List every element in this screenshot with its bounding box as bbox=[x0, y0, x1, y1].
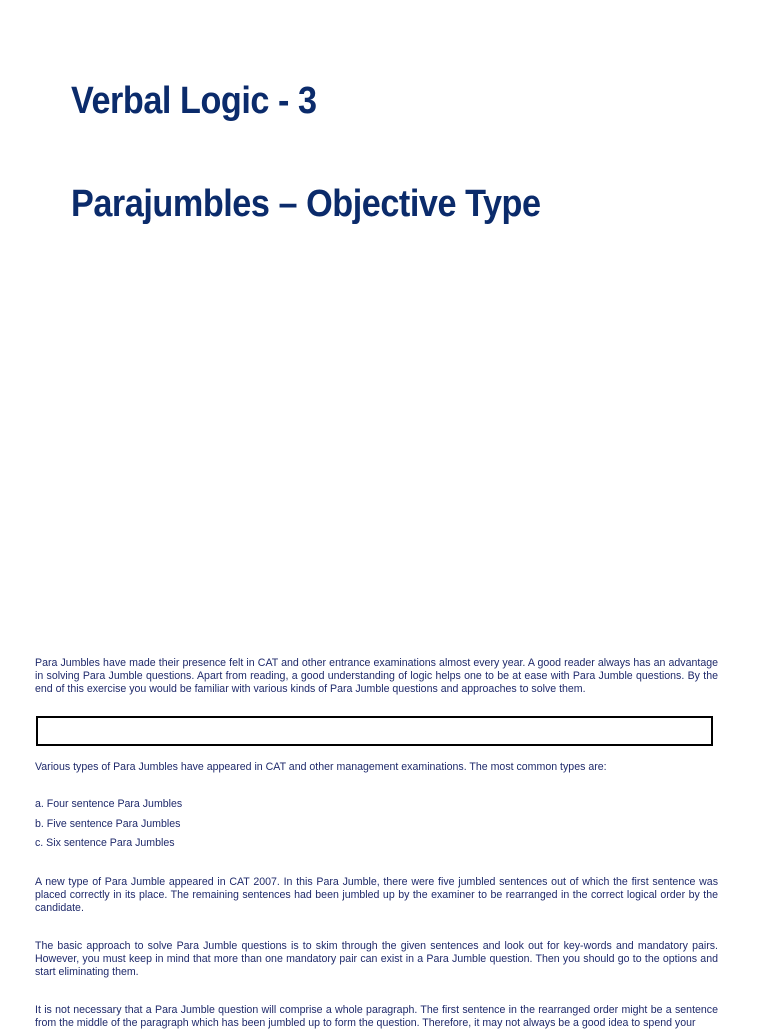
intro-paragraph: Para Jumbles have made their presence felt in CAT and other entrance examinations almost every year. A good reader always has an advantage in solving Para Jumble questions. Apart from reading, a good understanding of logic helps one to be at ease with Para Jumble questions. By the end of this exercise you would be familiar with various kinds of Para Jumble questions and approaches to solve them. bbox=[35, 657, 718, 695]
types-intro-paragraph: Various types of Para Jumbles have appeared in CAT and other management examinations. The most common types are: bbox=[35, 761, 607, 773]
new-type-paragraph: A new type of Para Jumble appeared in CAT 2007. In this Para Jumble, there were five jumbled sentences out of which the first sentence was placed correctly in its place. The remaining sentences had been jumbled up by the examiner to be rearranged in the correct logical order by the candidate. bbox=[35, 876, 718, 914]
partial-paragraph: It is not necessary that a Para Jumble question will comprise a whole paragraph. The first sentence in the rearranged order might be a sentence from the middle of the paragraph which has been jumbled up to form the question. Therefore, it may not always be a good idea to spend your bbox=[35, 1004, 718, 1029]
list-item: a. Four sentence Para Jumbles bbox=[35, 798, 183, 810]
list-item: b. Five sentence Para Jumbles bbox=[35, 817, 181, 830]
empty-bordered-box bbox=[36, 716, 713, 746]
approach-paragraph: The basic approach to solve Para Jumble questions is to skim through the given sentences and look out for key-words and mandatory pairs. However, you must keep in mind that more than one mandatory pair can exist in a Para Jumble question. Then you should go to the options and start eliminating them. bbox=[35, 940, 718, 978]
document-title: Verbal Logic - 3 bbox=[71, 80, 317, 122]
list-item: c. Six sentence Para Jumbles bbox=[35, 837, 175, 849]
document-subtitle: Parajumbles – Objective Type bbox=[71, 183, 541, 225]
para-jumble-types-list bbox=[35, 798, 182, 857]
